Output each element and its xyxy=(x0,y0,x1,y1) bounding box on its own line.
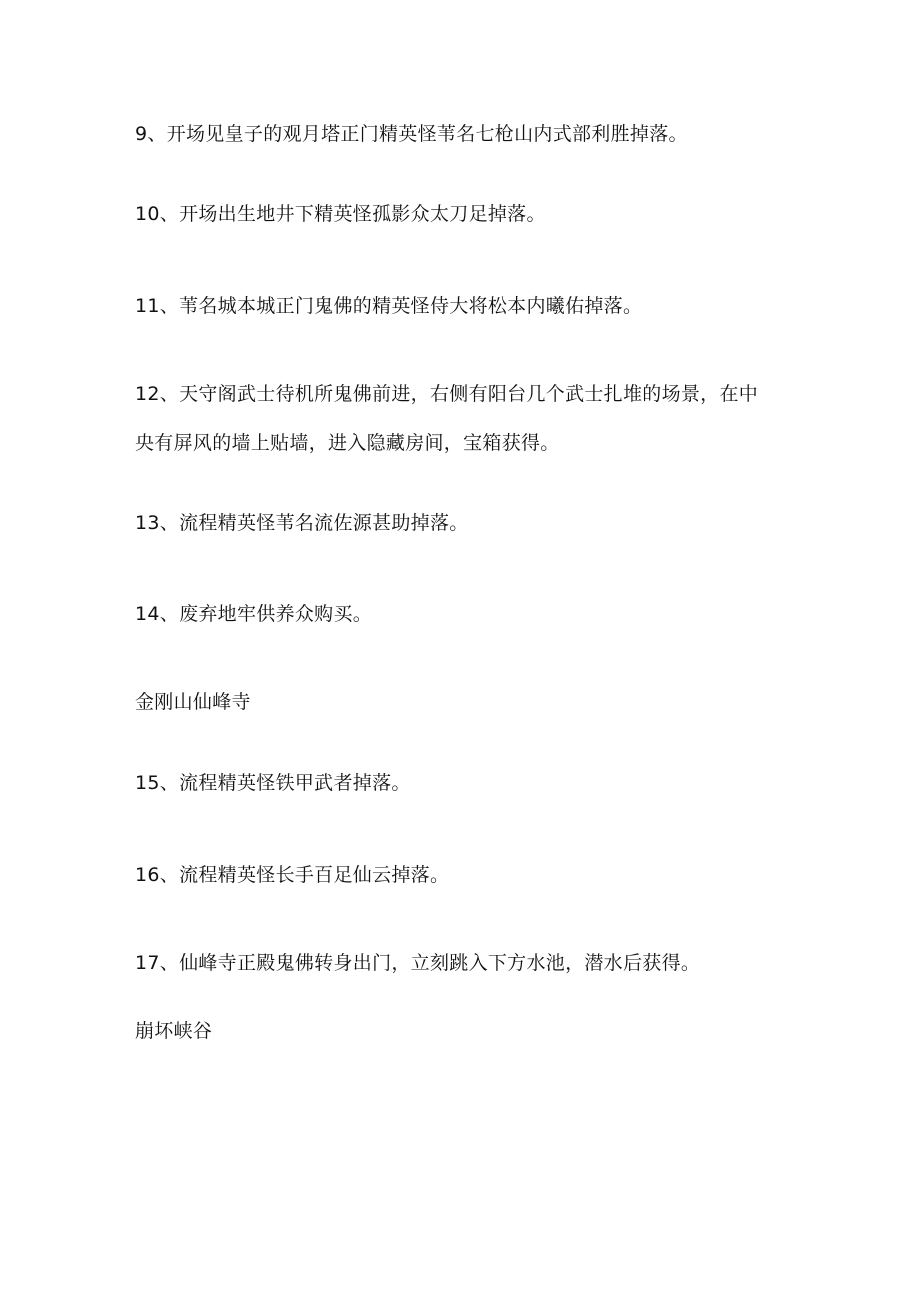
list-item-15: 15、流程精英怪铁甲武者掉落。 xyxy=(135,772,411,794)
list-item-13: 13、流程精英怪苇名流佐源甚助掉落。 xyxy=(135,512,469,534)
list-item-12-line1: 12、天守阁武士待机所鬼佛前进，右侧有阳台几个武士扎堆的场景，在中 xyxy=(135,383,759,405)
list-item-11: 11、苇名城本城正门鬼佛的精英怪侍大将松本内曦佑掉落。 xyxy=(135,295,643,317)
section-heading-jingangshan: 金刚山仙峰寺 xyxy=(135,691,251,713)
list-item-17: 17、仙峰寺正殿鬼佛转身出门，立刻跳入下方水池，潜水后获得。 xyxy=(135,952,701,974)
list-item-14: 14、废弃地牢供养众购买。 xyxy=(135,603,373,625)
list-item-12-line2: 央有屏风的墙上贴墙，进入隐藏房间，宝箱获得。 xyxy=(135,432,560,454)
list-item-16: 16、流程精英怪长手百足仙云掉落。 xyxy=(135,864,450,886)
list-item-9: 9、开场见皇子的观月塔正门精英怪苇名七枪山内式部利胜掉落。 xyxy=(135,123,688,145)
list-item-10: 10、开场出生地井下精英怪孤影众太刀足掉落。 xyxy=(135,203,546,225)
section-heading-benghuai-xiagu: 崩坏峡谷 xyxy=(135,1020,213,1042)
